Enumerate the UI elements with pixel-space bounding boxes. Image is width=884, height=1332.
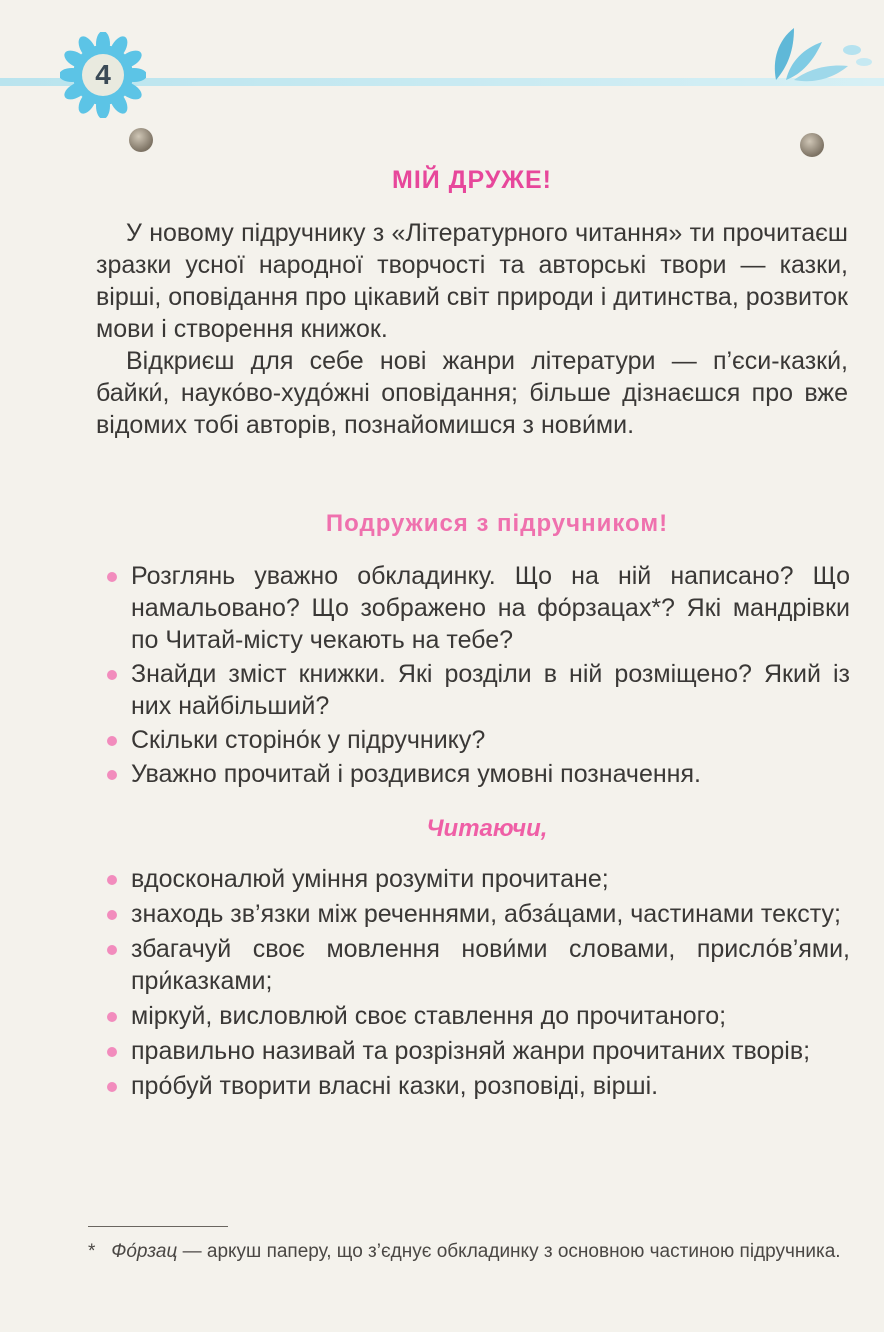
list-item: вдосконалюй уміння розуміти прочитане; [104, 863, 850, 895]
list-item: Розглянь уважно обкладинку. Що на ній написано? Що намальовано? Що зображено на фо́рзацах*? Які мандрівки по Читай-місту чекають на тебе? [104, 560, 850, 656]
footnote-mark: * [88, 1241, 96, 1262]
footnote-text: — аркуш паперу, що з’єднує обкладинку з основною частиною підручника. [177, 1241, 841, 1262]
reading-tips-list [104, 863, 850, 1105]
leaf-ornament-icon [764, 22, 874, 84]
list-item: правильно називай та розрізняй жанри прочитаних творів; [104, 1035, 850, 1067]
page-number: 4 [95, 59, 111, 90]
decor-dot-left [129, 128, 153, 152]
footnote-divider [88, 1226, 228, 1227]
list-item: Знайди зміст книжки. Які розділи в ній розміщено? Який із них найбільший? [104, 658, 850, 722]
section-title-textbook: Подружися з підручником! [325, 510, 669, 537]
list-item: знаходь зв’язки між реченнями, абза́цами, частинами тексту; [104, 898, 850, 930]
intro-paragraph: У новому підручнику з «Літературного читання» ти прочитаєш зразки усної народної творчості та авторські твори — казки, вірші, оповідання про цікавий світ природи і дитинства, розвиток мови і створення книжок. [96, 219, 848, 343]
intro-paragraph: Відкриєш для себе нові жанри літератури — п’єси-казки́, байки́, науко́во-худо́жні оповідання; більше дізнаєшся про вже відомих тобі авторів, познайомишся з нови́ми. [96, 347, 848, 439]
footnote [88, 1237, 858, 1267]
section-title-reading: Читаючи, [426, 815, 548, 842]
list-item: Скільки сторіно́к у підручнику? [104, 724, 850, 756]
list-item: Уважно прочитай і роздивися умовні позначення. [104, 758, 850, 790]
list-item: про́буй творити власні казки, розповіді, вірші. [104, 1070, 850, 1102]
page-title: МІЙ ДРУЖЕ! [392, 166, 552, 194]
list-item: збагачуй своє мовлення нови́ми словами, присло́в’ями, при́казками; [104, 933, 850, 997]
intro-text [96, 217, 848, 441]
list-item: міркуй, висловлюй своє ставлення до прочитаного; [104, 1000, 850, 1032]
footnote-term: Фо́рзац [111, 1241, 178, 1262]
textbook-tips-list [104, 560, 850, 792]
decor-dot-right [800, 133, 824, 157]
